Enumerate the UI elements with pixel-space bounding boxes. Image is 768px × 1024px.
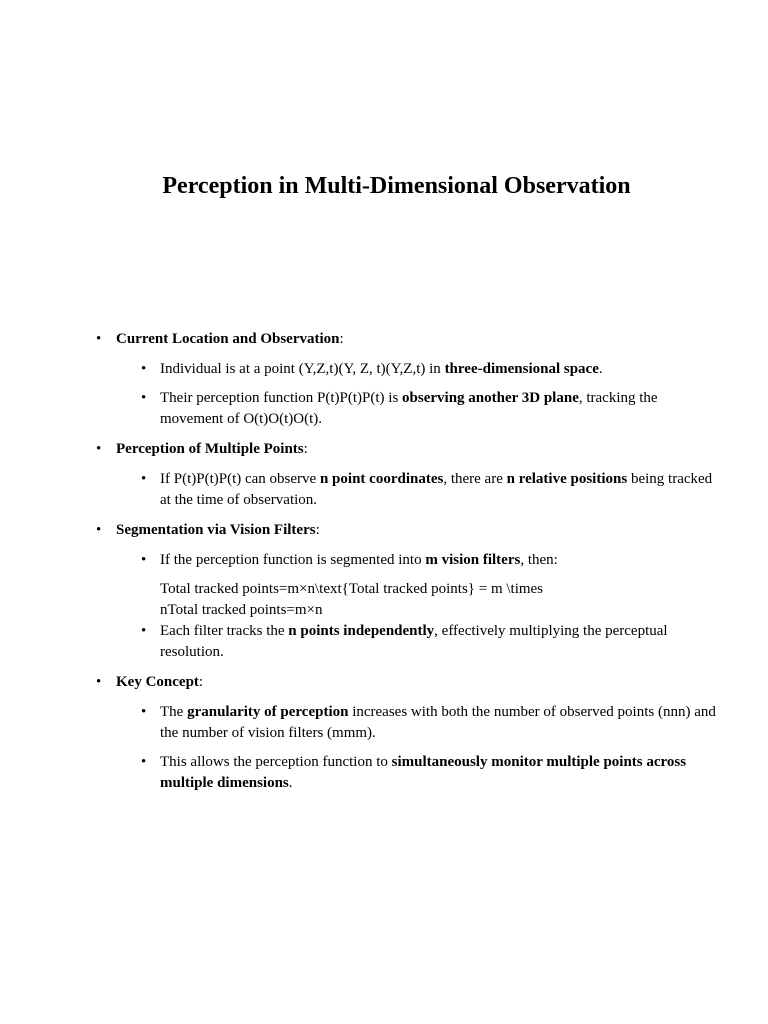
text-run: , then:: [520, 552, 558, 568]
formula-block: [116, 579, 716, 621]
section-heading: Perception of Multiple Points: [116, 441, 304, 457]
heading-suffix: :: [198, 674, 204, 690]
text-run-bold: three-dimensional space: [444, 361, 599, 377]
list-item: [116, 702, 716, 744]
section-list: [96, 329, 716, 794]
subitem-list: [116, 469, 716, 511]
heading-suffix: :: [339, 331, 344, 347]
text-run-bold: n point coordinates: [319, 471, 444, 487]
list-item: [116, 388, 716, 430]
section-heading: Segmentation via Vision Filters: [116, 522, 316, 538]
formula-line: nTotal tracked points=m×n: [160, 602, 323, 618]
subitem-list: [116, 359, 716, 430]
document-title: Perception in Multi-Dimensional Observation: [162, 173, 631, 199]
list-item: [116, 359, 716, 380]
text-run: Each filter tracks the: [160, 623, 289, 639]
section-item: [96, 672, 716, 794]
text-run: , there are: [443, 471, 507, 487]
text-run: .: [288, 775, 293, 791]
document-body: [96, 329, 716, 803]
section-item: [96, 439, 716, 511]
list-item: [116, 469, 716, 511]
text-run-bold: granularity of perception: [187, 704, 349, 720]
text-run-bold: simultaneously monitor multiple points across multiple dimensions: [160, 754, 687, 791]
text-run-bold: n points independently: [288, 623, 435, 639]
list-item: [116, 621, 716, 663]
text-run: If the perception function is segmented into: [160, 552, 426, 568]
subitem-list: [116, 702, 716, 794]
text-run: , effectively multiplying the perceptual resolution.: [160, 623, 668, 660]
heading-suffix: :: [315, 522, 320, 538]
text-run-bold: m vision filters: [425, 552, 521, 568]
text-run: increases with both the number of observed points (nnn) and the number of vision filters (mmm).: [160, 704, 716, 741]
heading-suffix: :: [303, 441, 308, 457]
text-run-bold: observing another 3D plane: [402, 390, 579, 406]
text-run: .: [598, 361, 603, 377]
formula-line: Total tracked points=m×n\text{Total tracked points} = m \times: [160, 581, 544, 597]
section-heading: Key Concept: [116, 674, 199, 690]
text-run: If P(t)P(t)P(t) can observe: [160, 471, 320, 487]
list-item: [116, 550, 716, 571]
text-run: The: [160, 704, 188, 720]
text-run-bold: n relative positions: [506, 471, 628, 487]
text-run: being tracked at the time of observation.: [160, 471, 713, 508]
section-heading: Current Location and Observation: [116, 331, 340, 347]
text-run: This allows the perception function to: [160, 754, 392, 770]
text-run: Individual is at a point (Y,Z,t)(Y, Z, t)(Y,Z,t) in: [160, 361, 445, 377]
section-item: [96, 329, 716, 430]
list-item: [116, 752, 716, 794]
section-item: [96, 520, 716, 663]
subitem-list: [116, 550, 716, 663]
text-run: Their perception function P(t)P(t)P(t) is: [160, 390, 403, 406]
text-run: , tracking the movement of O(t)O(t)O(t).: [160, 390, 658, 427]
